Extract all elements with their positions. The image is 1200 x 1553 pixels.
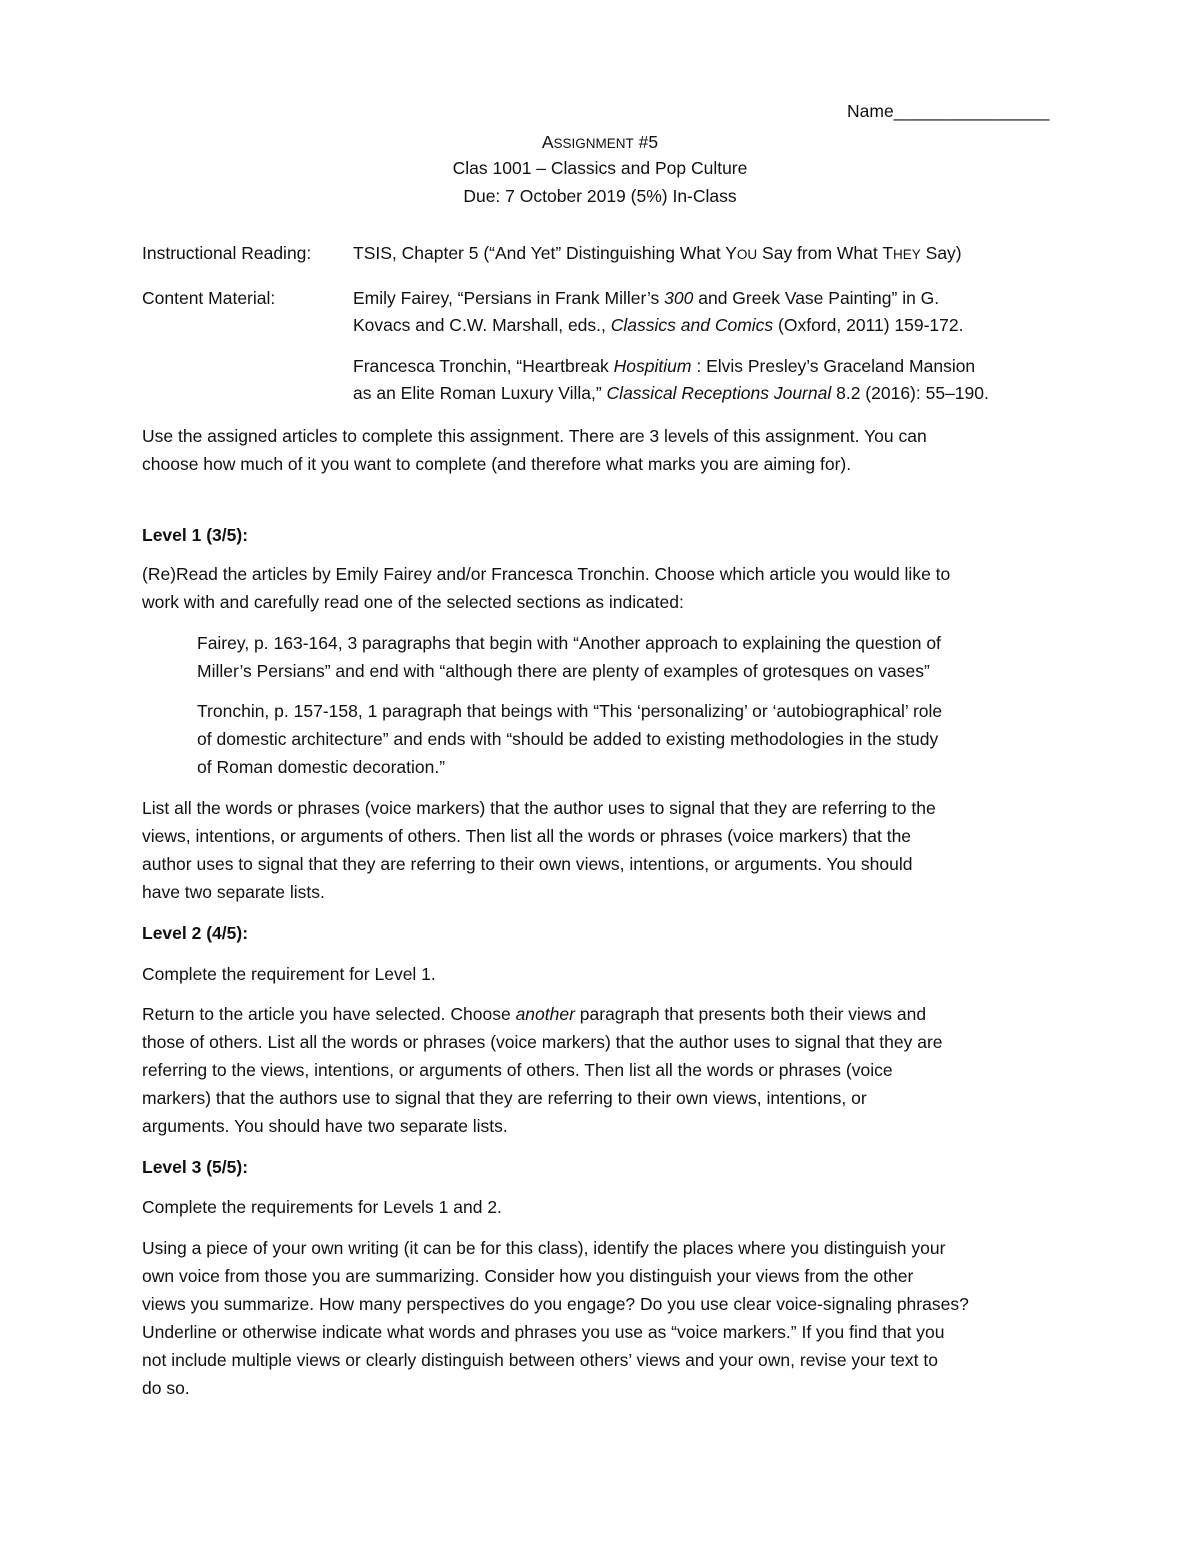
section-tronchin-line: of Roman domestic decoration.” bbox=[197, 757, 446, 777]
level3-heading: Level 3 (5/5): bbox=[142, 1157, 249, 1177]
level2-paragraph-line: referring to the views, intentions, or arguments of others. Then list all the words or phrases (voice bbox=[142, 1060, 893, 1080]
level2-paragraph-line: arguments. You should have two separate lists. bbox=[142, 1116, 508, 1136]
level2-paragraph-line: those of others. List all the words or phrases (voice markers) that the author uses to signal that they are bbox=[142, 1032, 943, 1052]
level1-instructions-line: views, intentions, or arguments of others. Then list all the words or phrases (voice markers) that the bbox=[142, 826, 912, 846]
intro-line: Use the assigned articles to complete this assignment. There are 3 levels of this assignment. You can bbox=[142, 426, 927, 446]
reference-tronchin-line2: as an Elite Roman Luxury Villa,” Classical Receptions Journal 8.2 (2016): 55–190. bbox=[353, 383, 989, 403]
instructional-reading-label: Instructional Reading: bbox=[142, 243, 312, 263]
level2-paragraph-line: Return to the article you have selected. Choose another paragraph that presents both their views and bbox=[142, 1004, 927, 1024]
reference-fairey-line2: Kovacs and C.W. Marshall, eds., Classics and Comics (Oxford, 2011) 159-172. bbox=[353, 315, 964, 335]
assignment-title bbox=[0, 130, 1200, 156]
level1-instructions-line: author uses to signal that they are referring to their own views, intentions, or arguments. You should bbox=[142, 854, 913, 874]
name-field-label: Name________________ bbox=[847, 101, 1050, 121]
level1-paragraph-line: (Re)Read the articles by Emily Fairey and/or Francesca Tronchin. Choose which article you would like to bbox=[142, 564, 951, 584]
level2-heading: Level 2 (4/5): bbox=[142, 923, 249, 943]
instructional-reading-text: TSIS, Chapter 5 (“And Yet” Distinguishing What YOU Say from What THEY Say) bbox=[353, 243, 962, 263]
level3-paragraph-line: not include multiple views or clearly distinguish between others’ views and your own, revise your text to bbox=[142, 1350, 938, 1370]
level3-requirement: Complete the requirements for Levels 1 and 2. bbox=[142, 1197, 502, 1217]
content-material-label: Content Material: bbox=[142, 288, 276, 308]
level2-paragraph-line: markers) that the authors use to signal that they are referring to their own views, intentions, or bbox=[142, 1088, 867, 1108]
section-tronchin-line: of domestic architecture” and ends with “should be added to existing methodologies in the study bbox=[197, 729, 939, 749]
level1-instructions-line: List all the words or phrases (voice markers) that the author uses to signal that they are referring to the bbox=[142, 798, 936, 818]
level2-requirement: Complete the requirement for Level 1. bbox=[142, 964, 436, 984]
level3-paragraph-line: Underline or otherwise indicate what words and phrases you use as “voice markers.” If you find that you bbox=[142, 1322, 945, 1342]
section-tronchin-line: Tronchin, p. 157-158, 1 paragraph that beings with “This ‘personalizing’ or ‘autobiographical’ role bbox=[197, 701, 943, 721]
level1-paragraph-line: work with and carefully read one of the selected sections as indicated: bbox=[142, 592, 684, 612]
section-fairey-line: Miller’s Persians” and end with “although there are plenty of examples of grotesques on vases” bbox=[197, 661, 930, 681]
level3-paragraph-line: own voice from those you are summarizing. Consider how you distinguish your views from the other bbox=[142, 1266, 914, 1286]
due-date: Due: 7 October 2019 (5%) In-Class bbox=[463, 186, 737, 206]
reference-tronchin-line1: Francesca Tronchin, “Heartbreak Hospitium : Elvis Presley’s Graceland Mansion bbox=[353, 356, 976, 376]
title-small-caps: SSIGNMENT bbox=[553, 136, 634, 151]
level3-paragraph-line: views you summarize. How many perspectives do you engage? Do you use clear voice-signaling phrases? bbox=[142, 1294, 969, 1314]
level3-paragraph-line: do so. bbox=[142, 1378, 190, 1398]
title-first-letter: A bbox=[541, 132, 554, 152]
level1-heading: Level 1 (3/5): bbox=[142, 525, 249, 545]
level1-instructions-line: have two separate lists. bbox=[142, 882, 325, 902]
intro-line: choose how much of it you want to complete (and therefore what marks you are aiming for). bbox=[142, 454, 852, 474]
section-fairey-line: Fairey, p. 163-164, 3 paragraphs that begin with “Another approach to explaining the question of bbox=[197, 633, 941, 653]
reference-fairey-line1: Emily Fairey, “Persians in Frank Miller’s 300 and Greek Vase Painting” in G. bbox=[353, 288, 940, 308]
course-name: Clas 1001 – Classics and Pop Culture bbox=[452, 158, 748, 178]
level3-paragraph-line: Using a piece of your own writing (it can be for this class), identify the places where you distinguish your bbox=[142, 1238, 946, 1258]
title-number: #5 bbox=[633, 132, 659, 152]
